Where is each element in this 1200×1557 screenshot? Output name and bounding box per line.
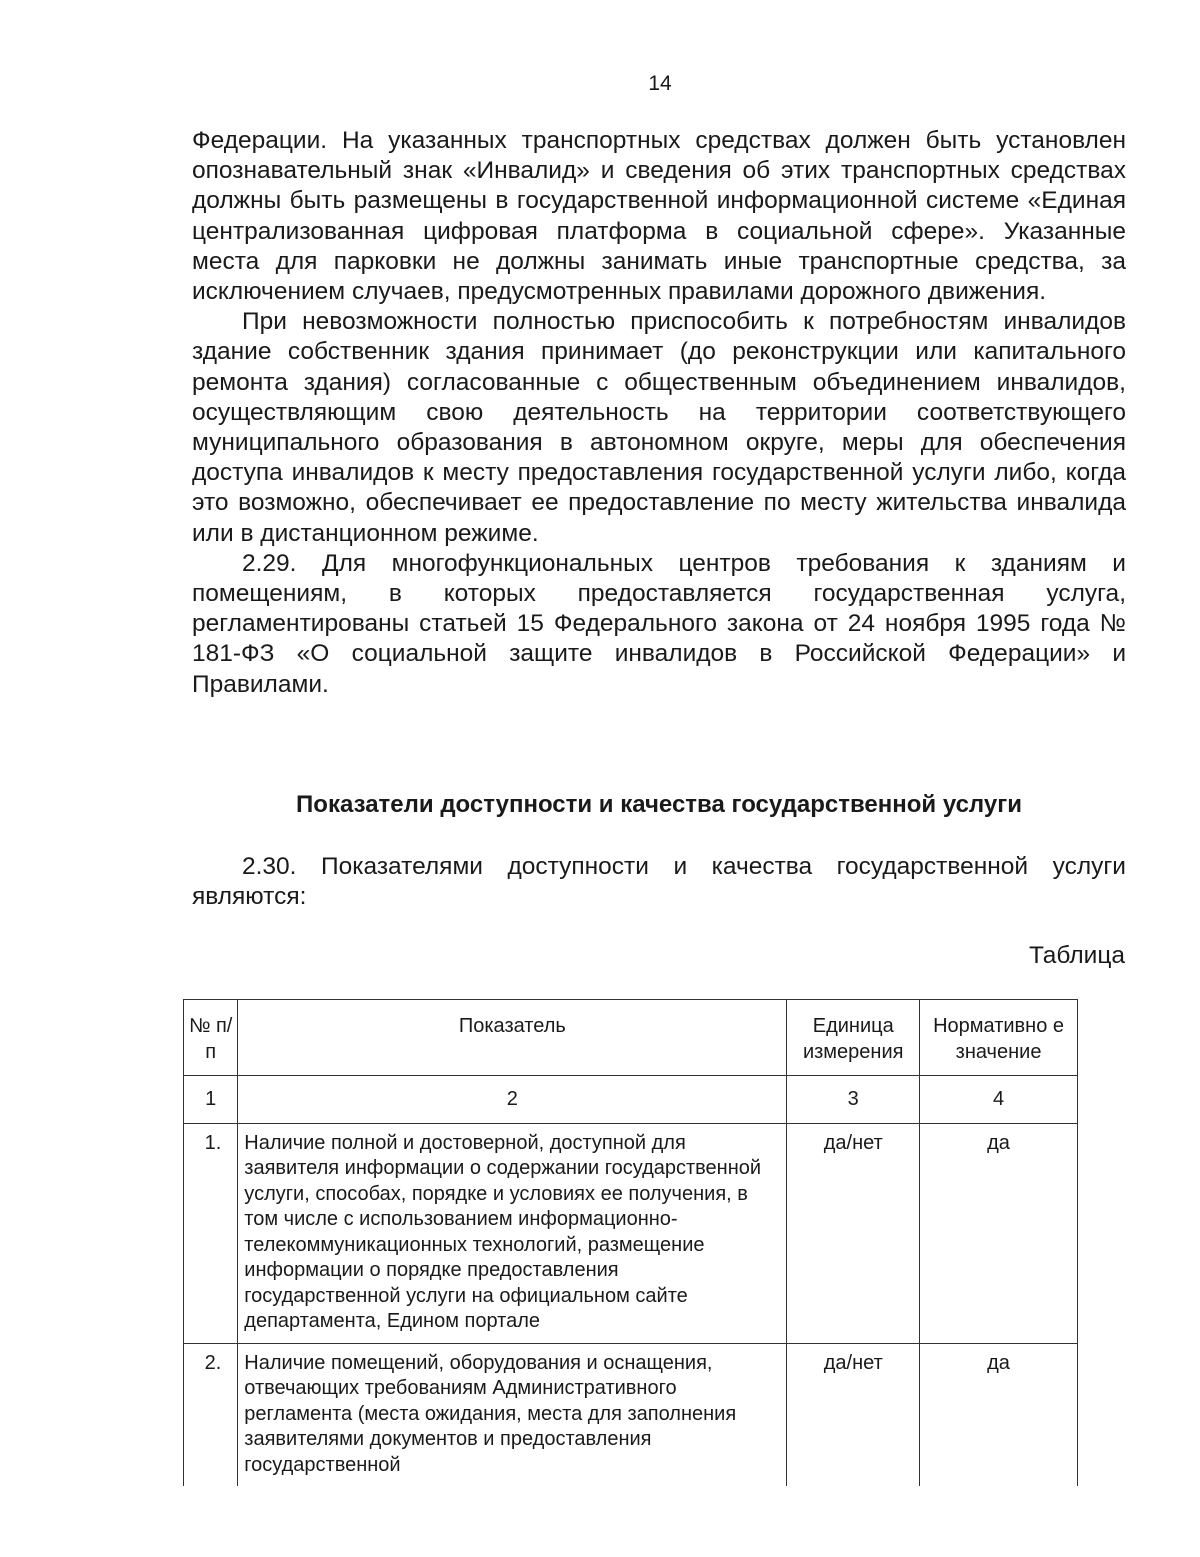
- table-row: [184, 1343, 1078, 1486]
- row-unit: да/нет: [787, 1123, 920, 1343]
- page-number: 14: [648, 72, 672, 95]
- column-number-4: 4: [920, 1076, 1078, 1124]
- row-indicator: Наличие полной и достоверной, доступной для заявителя информации о содержании государственной услуги, способах, порядке и условиях ее получения, в том числе с использованием информационно-телекоммуникационных технологий, размещение информации о порядке предоставления государственной услуги на официальном сайте департамента, Едином портале: [238, 1123, 787, 1343]
- row-number: 1.: [184, 1123, 238, 1343]
- table-caption: Таблица: [1028, 942, 1125, 969]
- column-number-1: 1: [184, 1076, 238, 1124]
- paragraph-parking: Федерации. На указанных транспортных средствах должен быть установлен опознавательный знак «Инвалид» и сведения об этих транспортных средствах должны быть размещены в государственной информационной системе «Единая централизованная цифровая платформа в социальной сфере». Указанные места для парковки не должны занимать иные транспортные средства, за исключением случаев, предусмотренных правилами дорожного движения.: [192, 127, 1126, 306]
- header-norm: Нормативно е значение: [920, 1000, 1078, 1076]
- table-row: [184, 1123, 1078, 1343]
- row-number: 2.: [184, 1343, 238, 1486]
- column-number-2: 2: [238, 1076, 787, 1124]
- column-numbering-row: [184, 1076, 1078, 1124]
- indicators-table: [183, 999, 1078, 1486]
- paragraph-2-30: 2.30. Показателями доступности и качества государственной услуги являются:: [192, 853, 1126, 911]
- row-unit: да/нет: [787, 1343, 920, 1486]
- paragraph-accessibility-measures: При невозможности полностью приспособить к потребностям инвалидов здание собственник здания принимает (до реконструкции или капитального ремонта здания) согласованные с общественным объединением инвалидов, осуществляющим свою деятельность на территории соответствующего муниципального образования в автономном округе, меры для обеспечения доступа инвалидов к месту предоставления государственной услуги либо, когда это возможно, обеспечивает ее предоставление по месту жительства инвалида или в дистанционном режиме.: [192, 308, 1126, 547]
- row-indicator: Наличие помещений, оборудования и оснащения, отвечающих требованиям Административного регламента (места ожидания, места для заполнения заявителями документов и предоставления государственной: [238, 1343, 787, 1486]
- header-unit: Единица измерения: [787, 1000, 920, 1076]
- header-indicator: Показатель: [238, 1000, 787, 1076]
- header-num: № п/п: [184, 1000, 238, 1076]
- row-norm: да: [920, 1343, 1078, 1486]
- row-norm: да: [920, 1123, 1078, 1343]
- column-number-3: 3: [787, 1076, 920, 1124]
- body-text: [192, 126, 1126, 700]
- section-heading: Показатели доступности и качества государственной услуги: [296, 791, 1022, 818]
- paragraph-2-29: 2.29. Для многофункциональных центров требования к зданиям и помещениям, в которых предоставляется государственная услуга, регламентированы статьей 15 Федерального закона от 24 ноября 1995 года № 181-ФЗ «О социальной защите инвалидов в Российской Федерации» и Правилами.: [192, 549, 1126, 698]
- table-header-row: [184, 1000, 1078, 1076]
